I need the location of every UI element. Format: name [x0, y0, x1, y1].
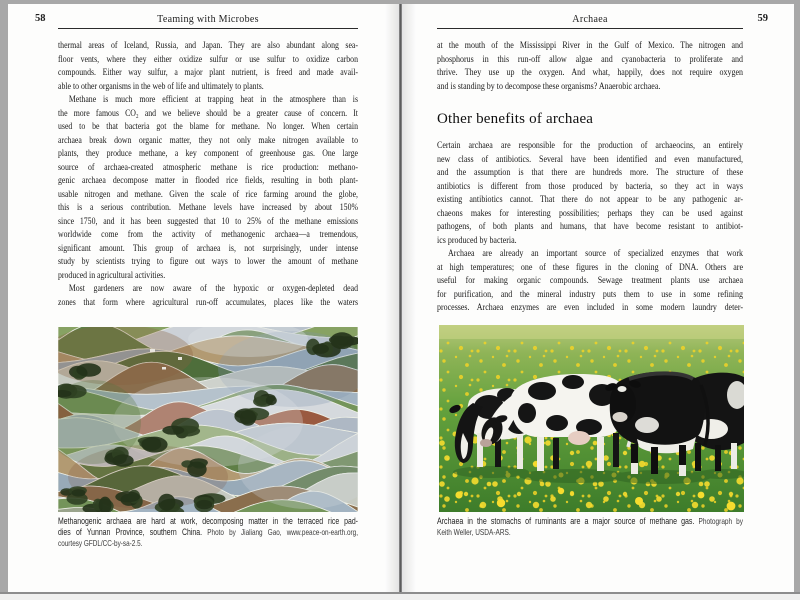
rice-terraces-photo — [58, 327, 358, 512]
body-text-line: used to be that bacteria got the blame for methane. No longer. When certain — [58, 122, 358, 132]
body-text-line: this is a serious contribution. Methane levels have increased by about 150% — [58, 203, 358, 213]
body-text-line: at high temperatures; one of these figures in the cloning of DNA. Others are — [437, 262, 743, 273]
body-text-line: antibiotics is different from those produced by bacteria, so they act in ways — [437, 181, 743, 192]
body-text-line: Archaea are already an important source of specialized enzymes that work — [448, 249, 743, 259]
body-text-line: phosphorus in this run-off allow algae and cyanobacteria to proliferate and — [437, 54, 743, 65]
caption-line — [58, 538, 358, 549]
header-rule-left — [58, 28, 358, 29]
left-figure-caption — [58, 516, 358, 549]
caption-line — [58, 516, 358, 527]
body-text-line: since 1750, and it has been suggested that 10 to 25% of the methane emissions — [58, 216, 358, 227]
caption-credit: courtesy GFDL/CC-by-sa-2.5. — [58, 538, 143, 548]
running-head-right: Archaea — [572, 14, 608, 25]
right-page — [402, 4, 794, 592]
body-text-line: and the assumption is that there are hundreds more. The structure of these — [437, 168, 743, 178]
body-text-line: thermal areas of Iceland, Russia, and Japan. They are also abundant along sea- — [58, 41, 358, 51]
body-text-line: produced in agricultural activities. — [58, 270, 166, 281]
body-text-line: ics produced by bacteria. — [437, 235, 517, 246]
body-text-line: and is standing by to decompose these organisms? Anaerobic archaea. — [437, 81, 661, 92]
body-text-line: worldwide come from the activity of methanogenic archaea—a tremendous, — [58, 230, 358, 240]
body-text-line: Methane is much more efficient at trapping heat in the atmosphere than is — [68, 95, 358, 105]
body-text-line: zones that form where agricultural run-off accumulates, places like the waters — [58, 297, 358, 308]
caption-line — [58, 527, 358, 538]
body-text-line: source of archaea-created atmospheric methane is rice production: methano- — [58, 162, 358, 173]
caption-text: Methanogenic archaea are hard at work, decomposing matter in the terraced rice pad- — [58, 516, 358, 526]
body-text-line: the more famous CO₂ and we believe should be a greater cause of concern. It — [58, 108, 358, 119]
gutter-shadow-left — [385, 4, 399, 592]
body-text-line: Most gardeners are now aware of the hypoxic or oxygen-depleted dead — [68, 284, 358, 294]
gutter-shadow-right — [402, 4, 416, 592]
body-text-line: genic archaea decompose matter in flooded rice fields, resulting in both plant- — [58, 176, 358, 186]
body-text-line: study by scientists trying to figure out ways to lower the amount of methane — [58, 257, 358, 267]
body-text-line: pathogens, of both plants and humans, that have become resistant to antibiot- — [437, 222, 743, 232]
body-text-line: existing antibiotics cannot. That there do not appear to be any pathogenic ar- — [437, 195, 743, 205]
header-rule-right — [437, 28, 743, 29]
left-page — [8, 4, 399, 592]
right-figure-caption — [437, 516, 743, 538]
body-text-line: floor vents, where they either oxidize sulfur or use sulfur to oxidize carbon — [58, 54, 358, 65]
body-text-line: at the mouth of the Mississippi River in the Gulf of Mexico. The nitrogen and — [437, 41, 743, 51]
body-text-line: usable nitrogen and methane. Given the scale of rice farming around the globe, — [58, 189, 358, 200]
running-head-left: Teaming with Microbes — [157, 14, 259, 25]
body-text-line: chaeons makes for interesting possibilities; perhaps they can be used against — [437, 208, 743, 219]
caption-credit: Photo by Jialiang Gao, www.peace-on-earth.org, — [207, 527, 359, 537]
right-intro — [437, 40, 743, 94]
body-text-line: archaea break down organic matter, they not only make nitrogen available to — [58, 135, 358, 146]
body-text-line: Certain archaea are responsible for the production of archaeocins, an entirely — [437, 141, 743, 151]
caption-line — [437, 527, 743, 538]
cows-photo — [439, 325, 744, 512]
caption-line — [437, 516, 743, 527]
body-text-line: significant amount. This group of archaea is, not surprisingly, under intense — [58, 243, 358, 254]
body-text-line: new class of antibiotics. Several have been identified and even manufactured, — [437, 154, 743, 165]
section-heading: Other benefits of archaea — [437, 111, 594, 127]
cows-image — [439, 325, 744, 512]
body-text-line: thrive. They use up the oxygen. And what, happily, does not require oxygen — [437, 68, 743, 78]
body-text-line: processes. Archaea enzymes are even included in some modern laundry deter- — [437, 303, 743, 313]
caption-text: dies of Yunnan Province, southern China. — [58, 527, 208, 537]
caption-credit: Photograph by — [698, 516, 743, 526]
bottom-edge — [0, 592, 800, 600]
body-text-line: plants, they produce methane, a key component of greenhouse gas. One large — [58, 149, 358, 159]
rice-terraces-image — [58, 327, 358, 512]
page-number-left: 58 — [35, 13, 46, 24]
body-text-line: for purification, and the mineral industry puts them to use in some refining — [437, 289, 743, 300]
caption-text: Archaea in the stomachs of ruminants are a major source of methane gas. — [437, 516, 699, 526]
page-number-right: 59 — [757, 13, 768, 24]
caption-credit: Keith Weller, USDA-ARS. — [437, 527, 511, 537]
body-text-line: compounds. Either way sulfur, a major plant nutrient, is freed and made avail- — [58, 68, 358, 78]
left-body — [58, 40, 358, 310]
right-section-body — [437, 140, 743, 316]
body-text-line: able to other organisms in the web of life and ultimately to plants. — [58, 81, 264, 92]
body-text-line: useful for making organic compounds. Sewage treatment plants use archaea — [437, 276, 743, 286]
